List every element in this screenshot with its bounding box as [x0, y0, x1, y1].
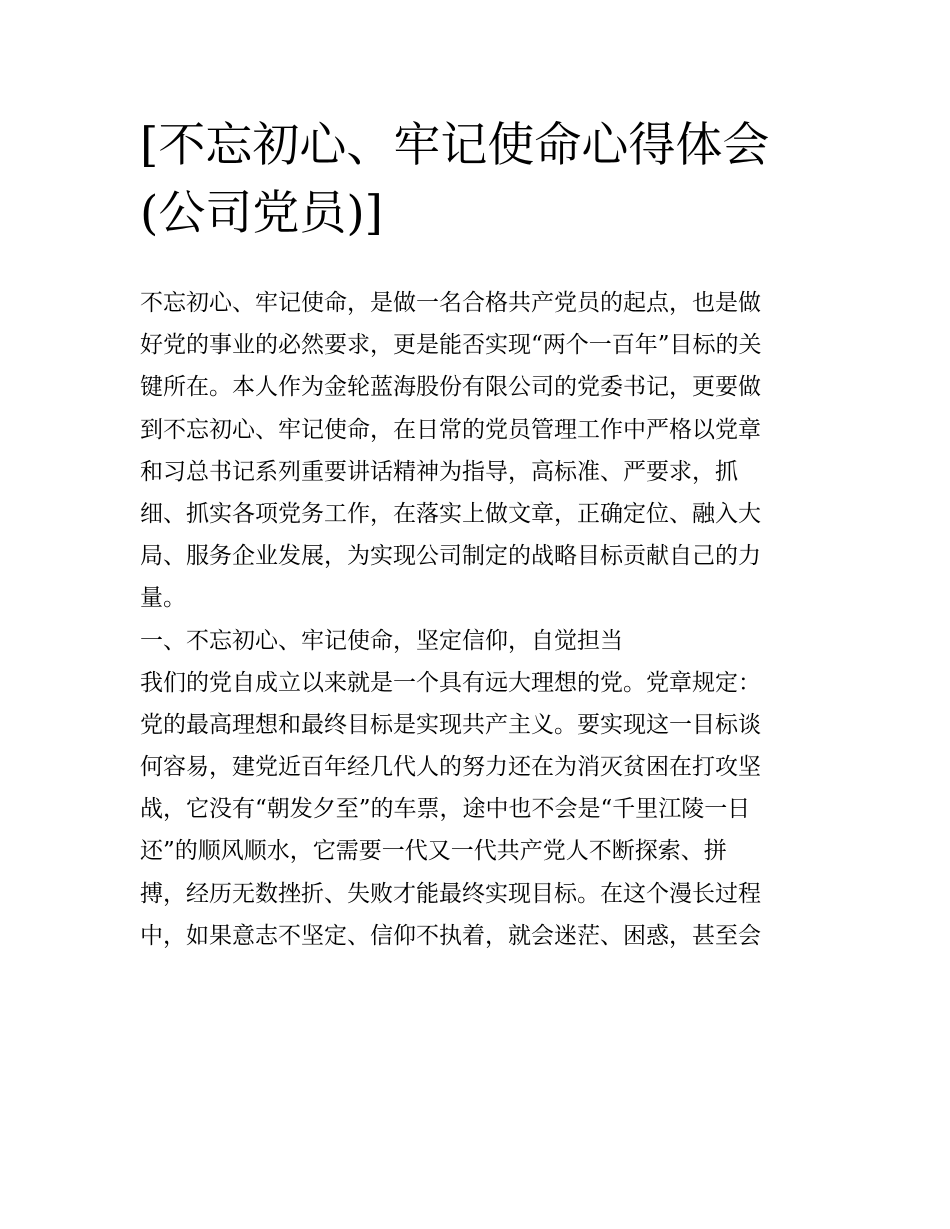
body-line-11: 党的最高理想和最终目标是实现共产主义。要实现这一目标谈: [140, 711, 761, 738]
body-line-13: 战，它没有“朝发夕至”的车票，途中也不会是“千里江陵一日: [140, 796, 751, 823]
body-line-15: 搏，经历无数挫折、失败才能最终实现目标。在这个漫长过程: [140, 880, 761, 907]
body-line-8: 量。: [140, 585, 186, 612]
body-line-3: 键所在。本人作为金轮蓝海股份有限公司的党委书记，更要做: [140, 374, 761, 401]
body-line-1: 不忘初心、牢记使命，是做一名合格共产党员的起点，也是做: [140, 290, 761, 316]
body-line-7: 局、服务企业发展，为实现公司制定的战略目标贡献自己的力: [140, 543, 761, 570]
section-heading-1: 一、不忘初心、牢记使命，坚定信仰，自觉担当: [140, 627, 623, 654]
body-line-6: 细、抓实各项党务工作，在落实上做文章，正确定位、融入大: [140, 500, 761, 527]
document-title: [140, 112, 830, 248]
body-line-2: 好党的事业的必然要求，更是能否实现“两个一百年”目标的关: [140, 332, 762, 359]
body-line-14: 还”的顺风顺水，它需要一代又一代共产党人不断探索、拼: [140, 838, 727, 865]
body-line-12: 何容易，建党近百年经几代人的努力还在为消灭贫困在打攻坚: [140, 754, 761, 781]
body-line-16: 中，如果意志不坚定、信仰不执着，就会迷茫、困惑，甚至会: [140, 922, 761, 949]
body-line-5: 和习总书记系列重要讲话精神为指导，高标准、严要求，抓: [140, 458, 738, 485]
title-line-2: (公司党员)]: [140, 186, 384, 241]
title-line-1: [不忘初心、牢记使命心得体会: [140, 118, 770, 173]
body-line-4: 到不忘初心、牢记使命，在日常的党员管理工作中严格以党章: [140, 416, 761, 443]
body-line-10: 我们的党自成立以来就是一个具有远大理想的党。党章规定：: [140, 669, 761, 696]
document-body: [140, 282, 830, 957]
